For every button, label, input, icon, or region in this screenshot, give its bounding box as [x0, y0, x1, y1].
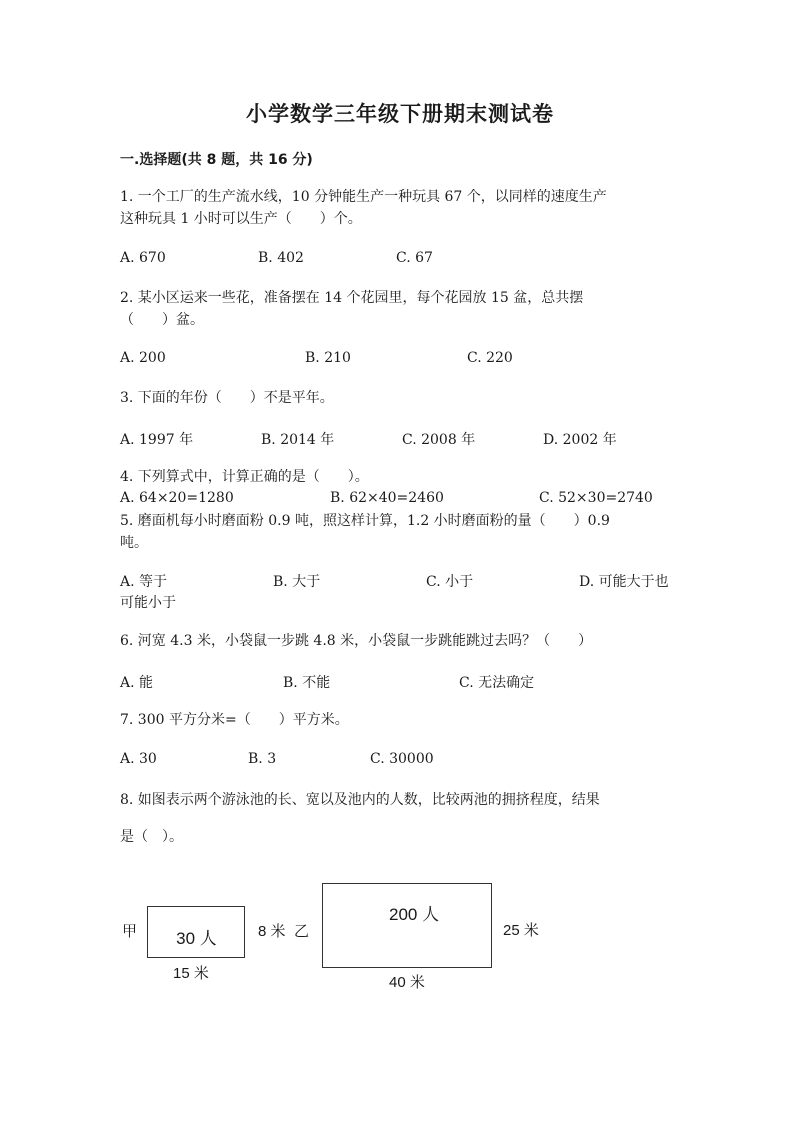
question-2-line-1: 2. 某小区运来一些花，准备摆在 14 个花园里，每个花园放 15 盆，总共摆	[120, 290, 584, 306]
page-title: 小学数学三年级下册期末测试卷	[246, 102, 554, 126]
question-7-option-b: B. 3	[248, 751, 277, 767]
question-4-option-b: B. 62×40=2460	[330, 490, 444, 506]
pool-b-people: 200 人	[389, 905, 440, 924]
pool-a-name: 甲	[122, 923, 138, 940]
pool-b-rect	[322, 883, 492, 968]
question-2-option-b: B. 210	[305, 350, 351, 366]
question-5-option-d: D. 可能大于也	[579, 574, 669, 590]
question-1-line-1: 1. 一个工厂的生产流水线，10 分钟能生产一种玩具 67 个，以同样的速度生产	[120, 189, 607, 205]
question-8-line-2: 是（ ）。	[120, 829, 183, 845]
question-3-option-b: B. 2014 年	[261, 432, 335, 448]
question-3-option-c: C. 2008 年	[402, 432, 476, 448]
question-5-option-b: B. 大于	[273, 574, 321, 590]
question-2-option-c: C. 220	[467, 350, 513, 366]
question-3-line-1: 3. 下面的年份（ ）不是平年。	[120, 390, 334, 406]
question-5-line-2: 吨。	[120, 535, 148, 551]
question-7-line-1: 7. 300 平方分米=（ ）平方米。	[120, 712, 349, 728]
question-2-option-a: A. 200	[120, 350, 166, 366]
question-5-option-d-cont: 可能小于	[120, 595, 176, 611]
question-4-option-a: A. 64×20=1280	[120, 490, 234, 506]
question-1-line-2: 这种玩具 1 小时可以生产（ ）个。	[120, 211, 362, 227]
question-4-line-1: 4. 下列算式中，计算正确的是（ ）。	[120, 469, 369, 485]
question-6-option-c: C. 无法确定	[459, 675, 535, 691]
question-8-line-1: 8. 如图表示两个游泳池的长、宽以及池内的人数，比较两池的拥挤程度，结果	[120, 792, 600, 808]
question-2-line-2: （ ）盆。	[120, 312, 204, 328]
question-4-option-c: C. 52×30=2740	[539, 490, 653, 506]
pool-b-length: 40 米	[389, 974, 425, 991]
question-6-option-a: A. 能	[120, 675, 154, 691]
question-1-option-c: C. 67	[396, 250, 433, 266]
question-3-option-d: D. 2002 年	[543, 432, 617, 448]
question-7-option-a: A. 30	[120, 751, 157, 767]
question-1-option-b: B. 402	[258, 250, 304, 266]
question-5-line-1: 5. 磨面机每小时磨面粉 0.9 吨，照这样计算，1.2 小时磨面粉的量（ ）0.9	[120, 513, 610, 529]
question-3-option-a: A. 1997 年	[120, 432, 194, 448]
question-6-option-b: B. 不能	[283, 675, 331, 691]
pool-a-people: 30 人	[176, 929, 217, 948]
pool-a-length: 15 米	[173, 965, 209, 982]
pool-b-width: 25 米	[503, 922, 539, 939]
question-7-option-c: C. 30000	[370, 751, 434, 767]
pool-a-width: 8 米	[258, 923, 286, 940]
question-6-line-1: 6. 河宽 4.3 米，小袋鼠一步跳 4.8 米，小袋鼠一步跳能跳过去吗？（ ）	[120, 633, 593, 649]
section-heading: 一.选择题(共 8 题，共 16 分)	[120, 152, 313, 168]
question-1-option-a: A. 670	[120, 250, 166, 266]
question-5-option-c: C. 小于	[426, 574, 474, 590]
pool-b-name: 乙	[294, 923, 310, 940]
question-5-option-a: A. 等于	[120, 574, 168, 590]
